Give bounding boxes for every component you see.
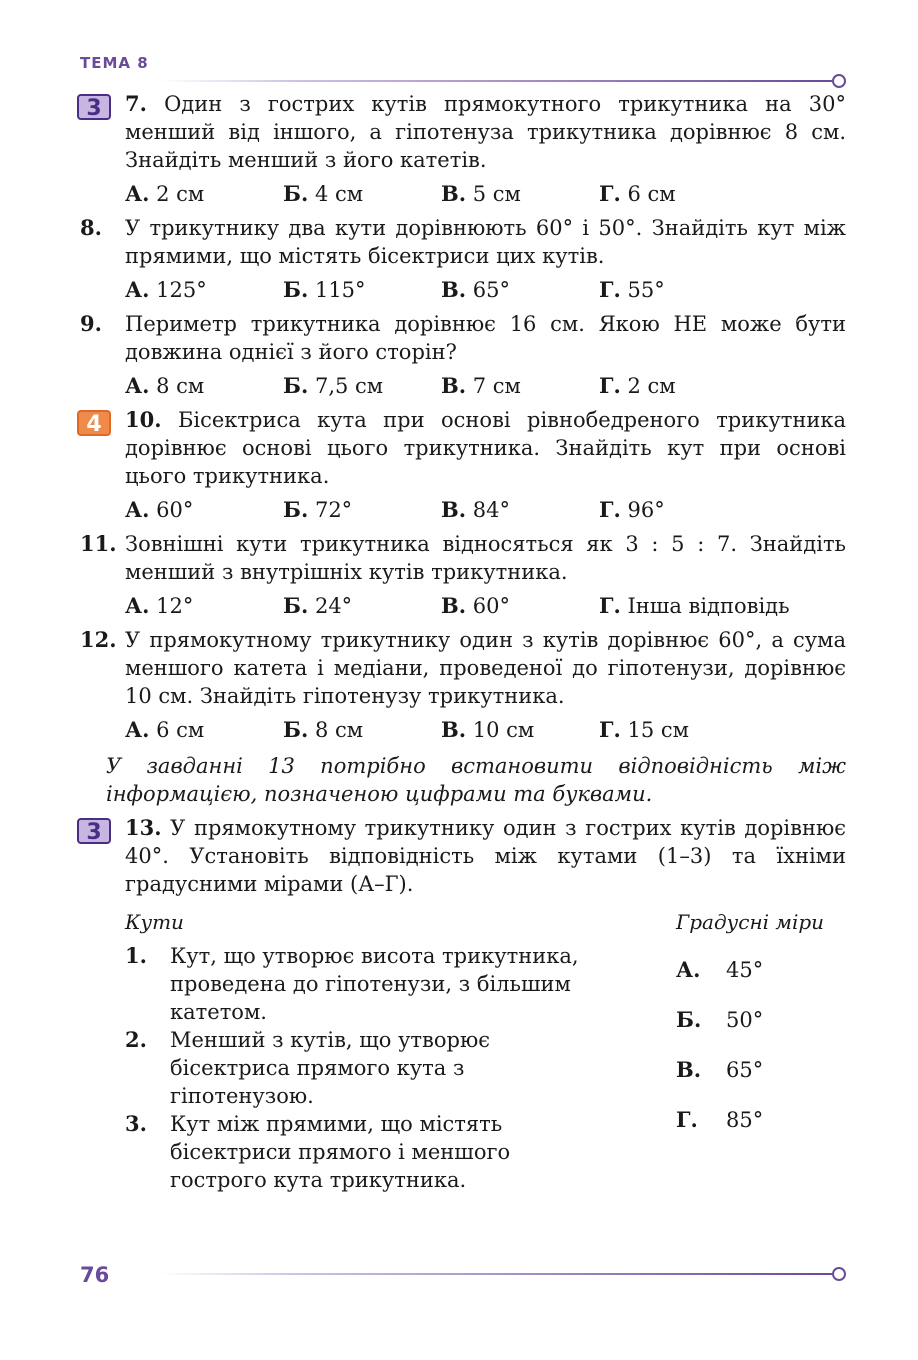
level-badge: 3 — [77, 94, 111, 120]
problem-13 — [80, 814, 846, 898]
topic-title: ТЕМА 8 — [80, 54, 149, 72]
matching-instruction: У завданні 13 потрібно встановити відповідність між інформацією, позначеною цифрами та буквами. — [106, 754, 846, 806]
problem-text: У трикутнику два кути дорівнюють 60° і 50°. Знайдіть кут між прямими, що містять бісектриси цих кутів. — [125, 216, 846, 268]
problem-number: 13. — [125, 815, 162, 840]
problem-number: 11. — [80, 531, 117, 556]
footer-rule — [160, 1273, 832, 1275]
answer-options — [80, 496, 846, 524]
level-badge: 3 — [77, 818, 111, 844]
answer-b: Б. 72° — [283, 497, 353, 522]
problem-text: Периметр трикутника дорівнює 16 см. Якою НЕ може бути довжина однієї з його сторін? — [125, 312, 846, 364]
problem-text: Зовнішні кути трикутника відносяться як 3 : 5 : 7. Знайдіть менший з внутрішніх кутів трикутника. — [125, 532, 846, 584]
answer-options — [80, 372, 846, 400]
problem-number: 9. — [80, 311, 102, 336]
match-option-v: В. 65° — [676, 1057, 764, 1082]
answer-a: А. 2 см — [125, 181, 205, 206]
problems-list — [80, 90, 846, 1192]
answer-v: В. 65° — [441, 277, 510, 302]
answer-options — [80, 276, 846, 304]
problem-number: 7. — [125, 91, 147, 116]
answer-v: В. 7 см — [441, 373, 521, 398]
degrees-column — [676, 908, 846, 1156]
problem-number: 8. — [80, 215, 102, 240]
page-number: 76 — [80, 1263, 110, 1287]
answer-g: Г. 6 см — [599, 181, 676, 206]
matching-table — [80, 908, 846, 1192]
match-option-a: А. 45° — [676, 957, 764, 982]
answer-b: Б. 24° — [283, 593, 353, 618]
level-badge: 4 — [77, 410, 111, 436]
answer-b: Б. 8 см — [283, 717, 364, 742]
degrees-header: Градусні міри — [676, 910, 825, 934]
answer-v: В. 60° — [441, 593, 510, 618]
match-option-g: Г. 85° — [676, 1107, 764, 1132]
match-item-1: 1. Кут, що утворює висота трикутника, проведена до гіпотенузи, з більшим катетом. — [125, 943, 579, 1024]
answer-a: А. 60° — [125, 497, 194, 522]
answer-b: Б. 4 см — [283, 181, 364, 206]
match-option-b: Б. 50° — [676, 1007, 764, 1032]
problem-10 — [80, 406, 846, 490]
answer-g: Г. 15 см — [599, 717, 689, 742]
problem-8 — [80, 214, 846, 270]
problem-text: У прямокутному трикутнику один з гострих кутів дорівнює 40°. Установіть відповідність між кутами (1–3) та їхніми градусними мірами (А–Г). — [125, 816, 846, 896]
answer-g: Г. 96° — [599, 497, 665, 522]
problem-number: 10. — [125, 407, 162, 432]
problem-7 — [80, 90, 846, 174]
answer-g: Г. Інша відповідь — [599, 593, 790, 618]
footer-rule-end-icon — [832, 1267, 846, 1281]
answer-a: А. 125° — [125, 277, 207, 302]
answer-options — [80, 592, 846, 620]
answer-v: В. 84° — [441, 497, 510, 522]
answer-b: Б. 115° — [283, 277, 366, 302]
answer-b: Б. 7,5 см — [283, 373, 384, 398]
answer-a: А. 8 см — [125, 373, 205, 398]
problem-11 — [80, 530, 846, 586]
answer-g: Г. 55° — [599, 277, 665, 302]
answer-v: В. 10 см — [441, 717, 535, 742]
header-rule — [160, 80, 832, 82]
angles-header: Кути — [125, 910, 184, 934]
problem-9 — [80, 310, 846, 366]
answer-v: В. 5 см — [441, 181, 521, 206]
angles-column — [125, 908, 595, 1194]
problem-number: 12. — [80, 627, 117, 652]
header-rule-end-icon — [832, 74, 846, 88]
match-item-3: 3. Кут між прямими, що містять бісектриси прямого і меншого гострого кута трикутника. — [125, 1111, 511, 1192]
problem-text: У прямокутному трикутнику один з кутів дорівнює 60°, а сума меншого катета і медіани, проведеної до гіпотенузи, дорівнює 10 см. Знайдіть гіпотенузу трикутника. — [125, 628, 846, 708]
problem-text: Бісектриса кута при основі рівнобедреного трикутника дорівнює основі цього трикутника. Знайдіть кут при основі цього трикутника. — [125, 408, 846, 488]
answer-a: А. 12° — [125, 593, 194, 618]
problem-12 — [80, 626, 846, 710]
problem-text: Один з гострих кутів прямокутного трикутника на 30° менший від іншого, а гіпотенуза трикутника дорівнює 8 см. Знайдіть менший з його катетів. — [125, 92, 846, 172]
match-item-2: 2. Менший з кутів, що утворює бісектриса прямого кута з гіпотенузою. — [125, 1027, 491, 1108]
answer-g: Г. 2 см — [599, 373, 676, 398]
answer-options — [80, 716, 846, 744]
answer-a: А. 6 см — [125, 717, 205, 742]
answer-options — [80, 180, 846, 208]
